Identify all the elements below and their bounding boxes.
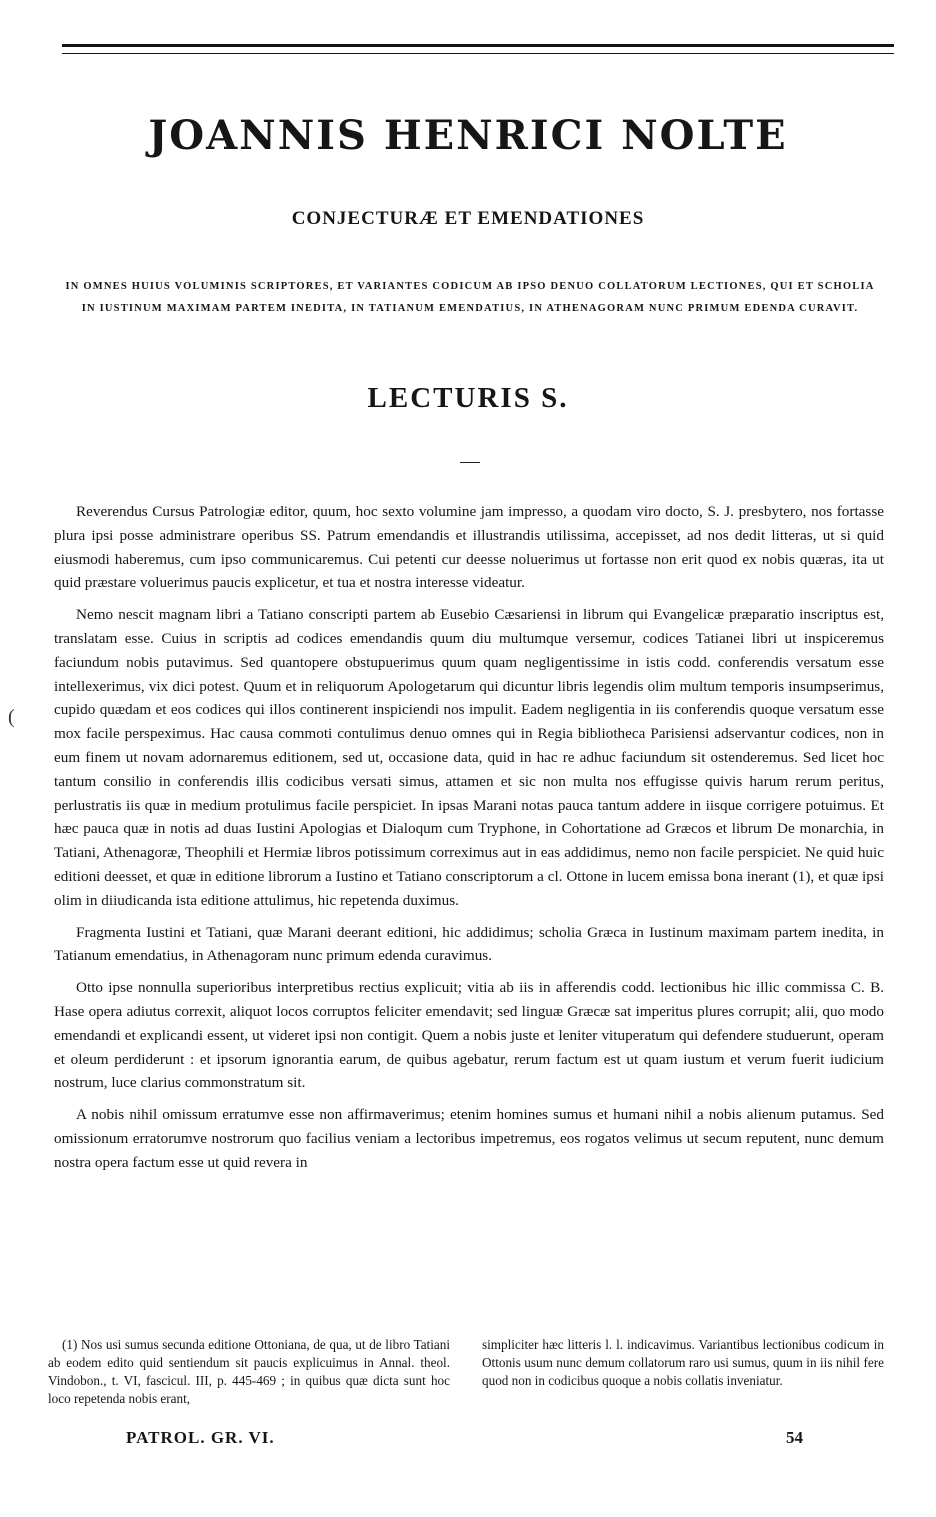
section-heading: LECTURIS S. [367, 382, 569, 414]
page-number: 54 [786, 1428, 803, 1447]
signature-mark: PATROL. GR. VI. [126, 1428, 275, 1447]
footnote-right-column: simpliciter hæc litteris l. l. indicavimus. Variantibus lectionibus codicum in Ottonis usum nunc demum collatorum raro usi sumus, quum in iis nihil fere quod non in codicibus quoque a nobis collatis inveniatur. [482, 1337, 884, 1388]
top-rule [62, 44, 894, 54]
body-text [54, 500, 884, 1183]
paragraph-2: Nemo nescit magnam libri a Tatiano conscripti partem ab Eusebio Cæsariensi in librum qui Evangelicæ præparatio inscriptus est, translatam esse. Cuius in scriptis ad codices emendandis quum diu multumque versemur, codices Tatianei libri ut inspiceremus faciundum nobis putavimus. Sed quantopere obstupuerimus quum quam negligentissime in istis codd. conferendis versatum esse intellexerimus, vix dici potest. Quum et in reliquorum Apologetarum qui dicuntur libris legendis olim multum temporis insumpserimus, cupido quædam et eos codices qui illos continerent inspiciendi nos impulit. Eadem negligentia in iis conferendis quoque versatum esse mox facile perspeximus. Hac causa commoti contulimus denuo omnes qui in Regia bibliotheca Parisiensi adservantur codices, non in eum finem ut novam adornaremus editionem, sed ut, occasione data, quid in hac re adhuc faciundum sit ostenderemus. Sed licet hoc tantum consilio in conferendis illis codicibus versati simus, attamen et sic non multa nos effugisse quivis harum rerum peritus, perlustratis iis quæ in medium protulimus facile perspiciet. In ipsas Marani notas pauca tantum addere in iisque corrigere potuimus. Et hæc pauca quæ in notis ad duas Iustini Apologias et Dialoqum cum Tryphone, in Cohortatione ad Græcos et librum De monarchia, in Tatiani, Athenagoræ, Theophili et Hermiæ libros potissimum correximus aut in eas addidimus, nemo non facile perspiciet. Ne quid huic editioni deesset, et quæ in editione librorum a Iustino et Tatiano conscriptorum a cl. Ottone in lucem emissa bona inerant (1), et quæ ipsi olim in diiudicanda ista editione attulimus, hic repetenda duximus. [54, 606, 884, 909]
page-title: JOANNIS HENRICI NOLTE [148, 112, 788, 159]
paragraph-5: A nobis nihil omissum erratumve esse non affirmaverimus; etenim homines sumus et humani nihil a nobis alienum putamus. Sed omissionum erratorumve nostrorum quo facilius veniam a lectoribus impetremus, eos rogatos velimus ut secum reputent, nunc demum nostra opera factum esse ut quid revera in [54, 1106, 884, 1171]
paragraph-4: Otto ipse nonnulla superioribus interpretibus rectius explicuit; vitia ab iis in afferendis codd. lectionibus hic illic commissa C. B. Hase opera adiutus correxit, aliquot locos corruptos feliciter emendavit; sed linguæ Græcæ sat imperitus plures corrupit; alii, quo modo emendandi et explicandi essent, ut videret ipsi non contigit. Quem a nobis juste et leniter vituperatum qui defendere studuerunt, operam et oleum perdiderunt : et ipsorum ignorantia earum, de quibus agebatur, rerum factum est ut quam iustum et verum fuerit iudicium nostrum, luce clarius commonstratum sit. [54, 979, 884, 1092]
footnote [48, 1336, 884, 1408]
lead-description: IN OMNES HUIUS VOLUMINIS SCRIPTORES, ET VARIANTES CODICUM AB IPSO DENUO COLLATORUM LECTIONES, QUI ET SCHOLIA IN IUSTINUM MAXIMAM PARTEM INEDITA, IN TATIANUM EMENDATIUS, IN ATHENAGORAM NUNC PRIMUM EDENDA CURAVIT. [65, 281, 875, 314]
section-dash [460, 462, 480, 463]
footnote-left-column: (1) Nos usi sumus secunda editione Ottoniana, de qua, ut de libro Tatiani ab eodem edito quid sentiendum sit paucis explicuimus in Annal. theol. Vindobon., t. VI, fascicul. III, p. 445-469 ; in quibus quæ dicta sunt hoc loco repetenda nobis erant, [48, 1337, 450, 1406]
subtitle: CONJECTURÆ ET EMENDATIONES [291, 208, 645, 229]
paragraph-3: Fragmenta Iustini et Tatiani, quæ Marani deerant editioni, hic addidimus; scholia Græca in Iustinum maximam partem inedita, in Tatianum emendatius, in Athenagoram nunc primum edenda curavimus. [54, 923, 884, 965]
margin-mark: ( [8, 706, 15, 728]
paragraph-1: Reverendus Cursus Patrologiæ editor, quum, hoc sexto volumine jam impresso, a quodam viro docto, S. J. presbytero, nos fortasse plura ipsi posse administrare operibus SS. Patrum emendandis et illustrandis utilissima, accepisset, ad nos dedit litteras, ut si quid eiusmodi haberemus, cum ipso communicaremus. Cui petenti cur deesse noluerimus ut fortasse non erit quod ex nobis quæras, ita ut quid præstare voluerimus paucis explicetur, et tua et nostra interesse videatur. [54, 503, 884, 592]
